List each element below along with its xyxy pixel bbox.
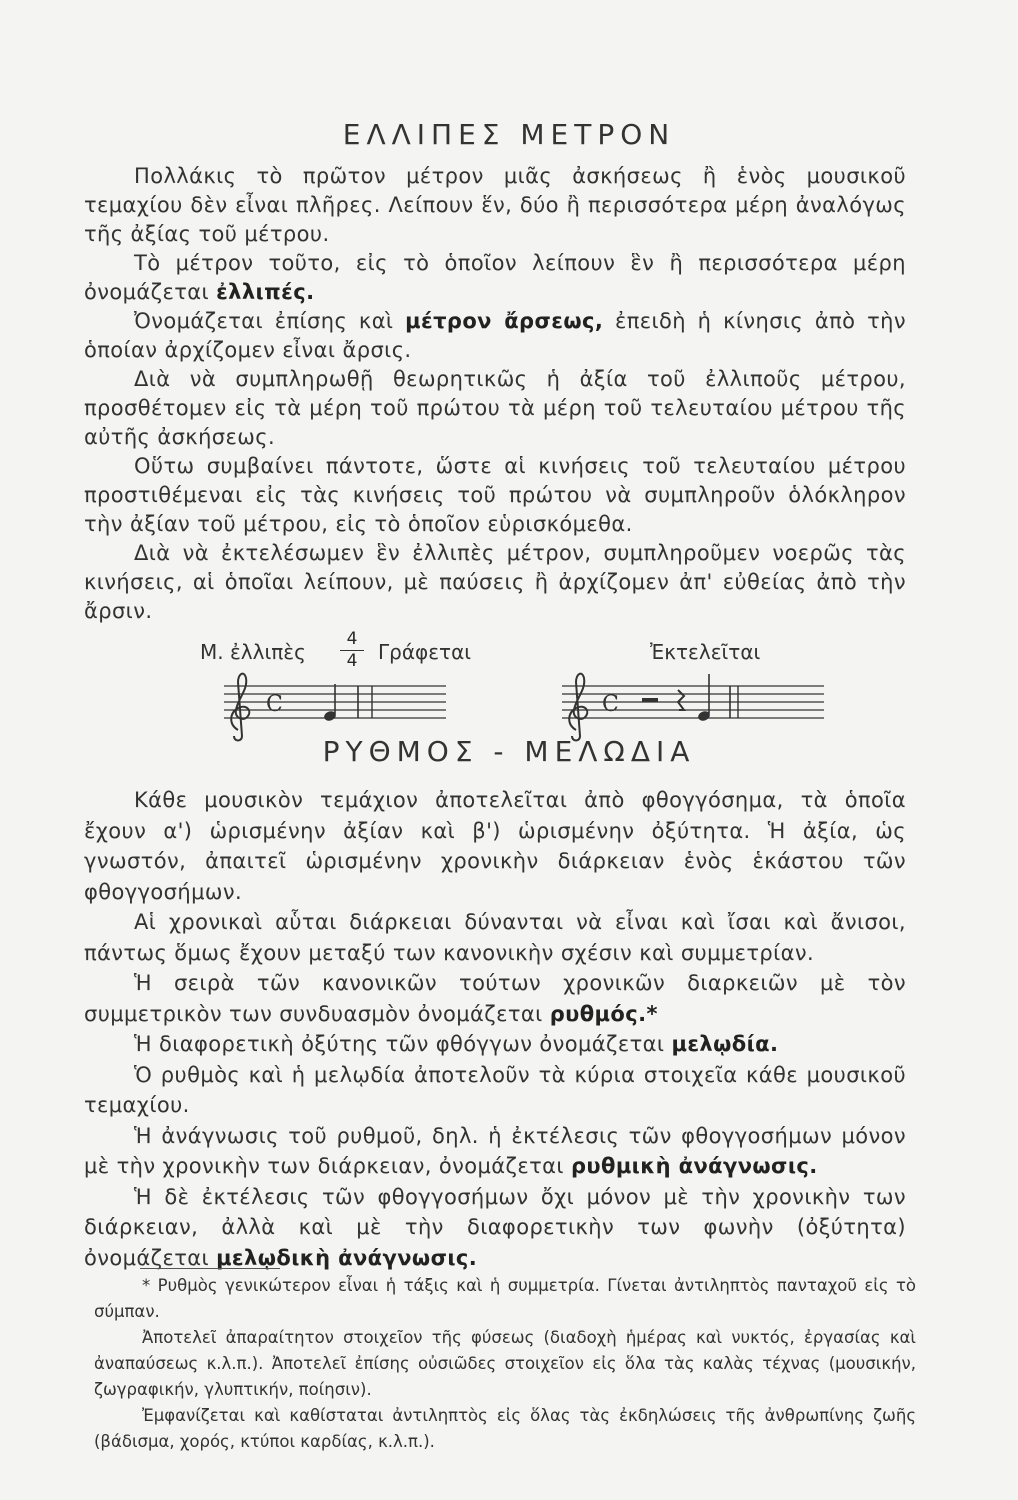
paragraph xyxy=(84,1029,906,1060)
section-elliptic-meter-text xyxy=(84,162,906,626)
bold-term: ρυθμικὴ ἀνάγνωσις. xyxy=(570,1154,818,1178)
paragraph xyxy=(84,1121,906,1182)
common-time-symbol: C xyxy=(266,692,283,717)
section-title-elliptic-meter: ΕΛΛΙΠΕΣ ΜΕΤΡΟΝ xyxy=(342,118,676,151)
bold-term: ἐλλιπές. xyxy=(216,280,315,304)
paragraph: Ὁ ρυθμὸς καὶ ἡ μελῳδία ἀποτελοῦν τὰ κύρια στοιχεῖα κάθε μουσικοῦ τεμαχίου. xyxy=(84,1062,906,1117)
paragraph: Διὰ νὰ συμπληρωθῇ θεωρητικῶς ἡ ἀξία τοῦ ἐλλιποῦς μέτρου, προσθέτομεν εἰς τὰ μέρη τοῦ πρώτου τὰ μέρη τοῦ τελευταίου μέτρου τῆς αὐτῆς ἀσκήσεως. xyxy=(84,367,906,449)
paragraph: Διὰ νὰ ἐκτελέσωμεν ἓν ἐλλιπὲς μέτρον, συμπληροῦμεν νοερῶς τὰς κινήσεις, αἱ ὁποῖαι λείπουν, μὲ παύσεις ἢ ἀρχίζομεν ἀπ' εὐθείας ἀπὸ τὴν ἄρσιν. xyxy=(84,541,906,623)
paragraph: Πολλάκις τὸ πρῶτον μέτρον μιᾶς ἀσκήσεως ἢ ἑνὸς μουσικοῦ τεμαχίου δὲν εἶναι πλῆρες. Λείπουν ἕν, δύο ἢ περισσότερα μέρη ἀναλόγως τῆς ἀξίας τοῦ μέτρου. xyxy=(84,164,906,246)
paragraph: Αἱ χρονικαὶ αὗται διάρκειαι δύνανται νὰ εἶναι καὶ ἴσαι καὶ ἄνισοι, πάντως ὅμως ἔχουν μεταξύ των κανονικὴν σχέσιν καὶ συμμετρίαν. xyxy=(84,910,906,965)
paragraph-text: Τὸ μέτρον τοῦτο, εἰς τὸ ὁποῖον λείπουν ἓν ἢ περισσότερα μέρη ὀνομάζεται xyxy=(84,251,906,304)
paragraph: Κάθε μουσικὸν τεμάχιον ἀποτελεῖται ἀπὸ φθογγόσημα, τὰ ὁποῖα ἔχουν α') ὡρισμένην ἀξίαν καὶ β') ὡρισμένην ὀξύτητα. Ἡ ἀξία, ὡς γνωστόν, ἀπαιτεῖ ὡρισμένην χρονικὴν διάρκειαν ἑνὸς ἑκάστου τῶν φθογγοσήμων. xyxy=(84,788,906,904)
treble-clef-icon xyxy=(569,674,587,741)
paragraph xyxy=(84,249,906,307)
footnote-paragraph: * Ρυθμὸς γενικώτερον εἶναι ἡ τάξις καὶ ἡ συμμετρία. Γίνεται ἀντιληπτὸς πανταχοῦ εἰς τὸ σύμπαν. xyxy=(94,1276,916,1321)
label-performed: Ἐκτελεῖται xyxy=(650,640,761,664)
half-rest-icon xyxy=(642,698,658,702)
treble-clef-icon xyxy=(231,674,249,741)
bold-term: μελῳδικὴ ἀνάγνωσις. xyxy=(216,1245,478,1270)
bold-term: μελῳδία. xyxy=(671,1032,779,1056)
footnote-paragraph: Ἐμφανίζεται καὶ καθίσταται ἀντιληπτὸς εἰς ὅλας τὰς ἐκδηλώσεις τῆς ἀνθρωπίνης ζωῆς (βάδισμα, χορός, κτύποι καρδίας, κ.λ.π.). xyxy=(94,1406,916,1451)
staff-performed xyxy=(562,666,832,746)
quarter-note xyxy=(323,684,337,722)
time-fraction xyxy=(340,630,364,671)
paragraph-text: ἐπειδὴ ἡ κίνησις ἀπὸ τὴν ὁποίαν ἀρχίζομεν εἶναι ἄρσις. xyxy=(84,309,907,362)
section-rhythm-melody-text xyxy=(84,785,906,1273)
paragraph-text: Ὀνομάζεται ἐπίσης καὶ xyxy=(134,309,394,333)
section-title-rhythm-melody: ΡΥΘΜΟΣ - ΜΕΛΩΔΙΑ xyxy=(322,735,696,768)
paragraph: Οὕτω συμβαίνει πάντοτε, ὥστε αἱ κινήσεις τοῦ τελευταίου μέτρου προστιθέμεναι εἰς τὰς κινήσεις τοῦ πρώτου νὰ συμπληροῦν ὁλόκληρον τὴν ἀξίαν τοῦ μέτρου, εἰς τὸ ὁποῖον εὑρισκόμεθα. xyxy=(84,454,906,536)
quarter-rest-icon xyxy=(678,690,684,710)
fraction-numerator: 4 xyxy=(346,629,358,649)
music-example-labels xyxy=(0,629,1018,680)
paragraph-text: Ἡ δὲ ἐκτέλεσις τῶν φθογγοσήμων ὄχι μόνον μὲ τὴν χρονικὴν των διάρκειαν, ἀλλὰ καὶ μὲ τὴν διαφορετικὴν των φωνὴν (ὀξύτητα) ὀνομάζεται xyxy=(84,1184,906,1270)
paragraph xyxy=(84,307,906,365)
paragraph-text: Ἡ διαφορετικὴ ὀξύτης τῶν φθόγγων ὀνομάζεται xyxy=(134,1032,665,1056)
paragraph xyxy=(84,968,906,1029)
footnote xyxy=(94,1273,916,1455)
quarter-note xyxy=(697,674,711,722)
paragraph xyxy=(84,1182,906,1274)
label-written: Γράφεται xyxy=(378,640,472,664)
bold-term: ρυθμός.* xyxy=(549,1001,658,1026)
bold-term: μέτρον ἄρσεως, xyxy=(405,309,604,333)
paragraph-text: Ἡ ἀνάγνωσις τοῦ ρυθμοῦ, δηλ. ἡ ἐκτέλεσις τῶν φθογγοσήμων μόνον μὲ τὴν χρονικὴν των διάρκειαν, ὀνομάζεται xyxy=(84,1123,906,1178)
staff-written xyxy=(224,666,454,746)
label-elliptic-meter: Μ. ἐλλιπὲς xyxy=(200,640,306,664)
fraction-denominator: 4 xyxy=(346,651,358,671)
footnote-divider xyxy=(140,1268,280,1269)
footnote-paragraph: Ἀποτελεῖ ἀπαραίτητον στοιχεῖον τῆς φύσεως (διαδοχὴ ἡμέρας καὶ νυκτός, ἐργασίας καὶ ἀναπαύσεως κ.λ.π.). Ἀποτελεῖ ἐπίσης οὐσιῶδες στοιχεῖον εἰς ὅλα τὰς καλὰς τέχνας (μουσικήν, ζωγραφικήν, γλυπτικήν, ποίησιν). xyxy=(94,1328,916,1399)
paragraph-text: Ἡ σειρὰ τῶν κανονικῶν τούτων χρονικῶν διαρκειῶν μὲ τὸν συμμετρικὸν των συνδυασμὸν ὀνομάζεται xyxy=(84,971,906,1026)
common-time-symbol: C xyxy=(602,692,619,717)
